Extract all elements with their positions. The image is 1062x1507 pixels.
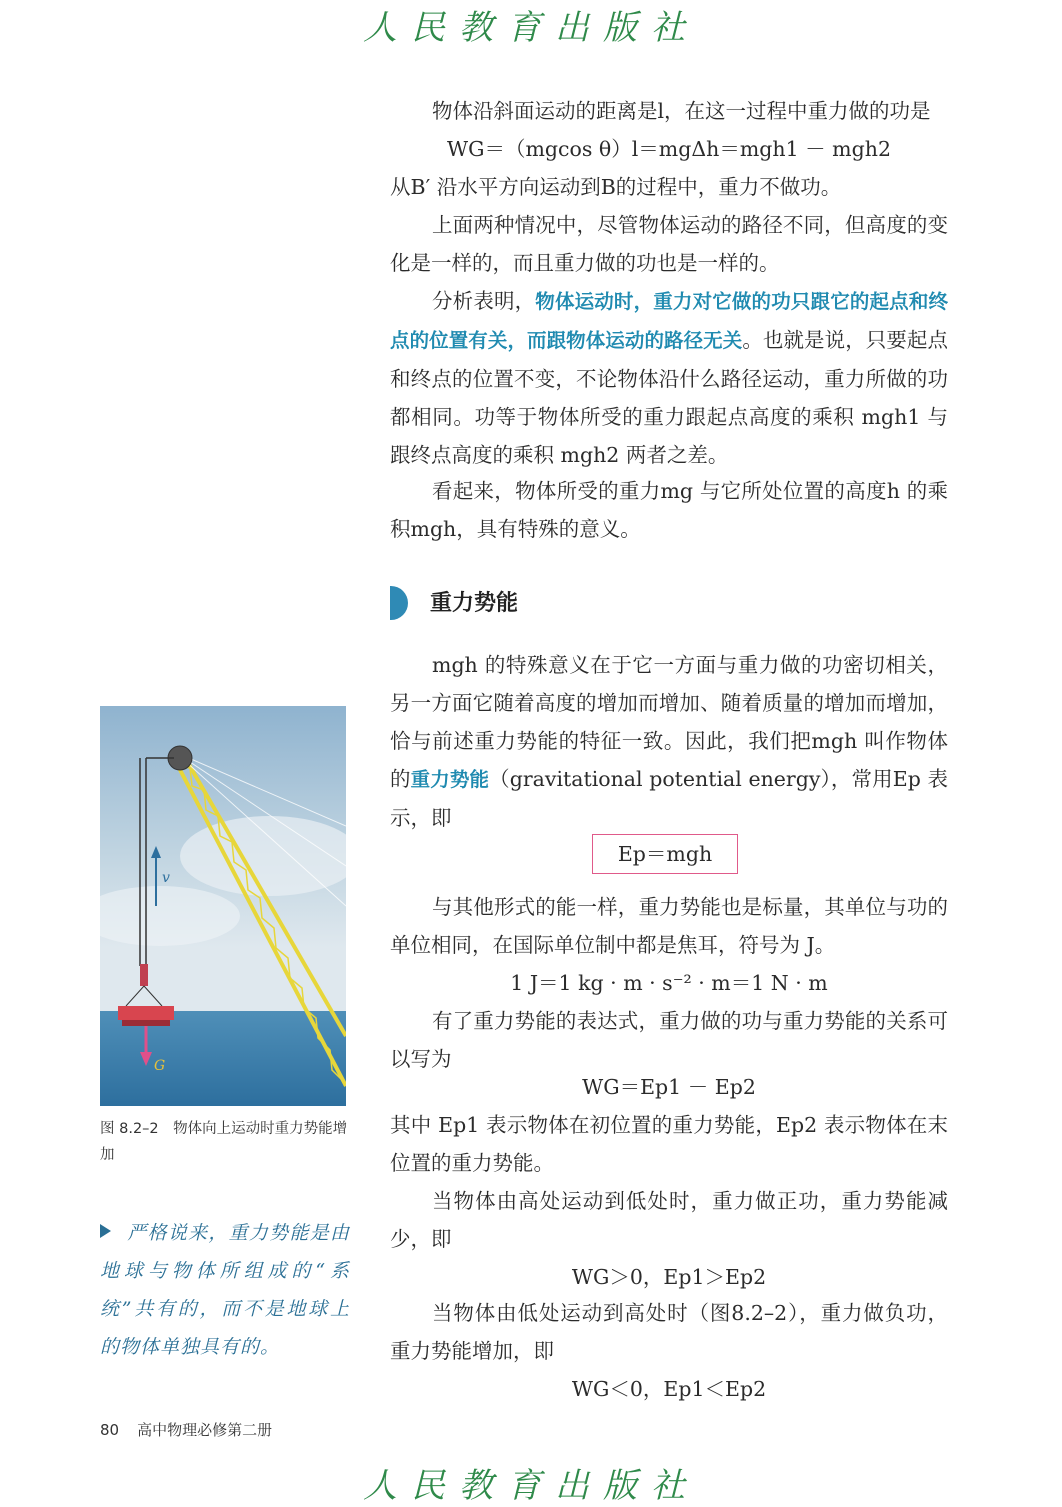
- key-conclusion-highlight: 物体运动时，重力对它做的功只跟它的起点和终点的位置有关，而跟物体运动的路径无关: [390, 290, 948, 352]
- paragraph-10: 当物体由高处运动到低处时，重力做正功，重力势能减少，即: [390, 1189, 948, 1251]
- publisher-footer: 人民教育出版社: [363, 1466, 699, 1506]
- velocity-label: v: [162, 870, 170, 886]
- paragraph-9: 其中 Ep1 表示物体在初位置的重力势能，Ep2 表示物体在末位置的重力势能。: [390, 1113, 948, 1175]
- boxed-formula: Ep＝mgh: [592, 834, 738, 874]
- paragraph-8: 有了重力势能的表达式，重力做的功与重力势能的关系可以写为: [390, 1009, 948, 1071]
- book-title: 高中物理必修第二册: [137, 1421, 273, 1439]
- crane-photo: [100, 706, 346, 1106]
- term-highlight: 重力势能: [410, 768, 490, 791]
- paragraph-5: 看起来，物体所受的重力mg 与它所处位置的高度h 的乘积mgh，具有特殊的意义。: [390, 479, 948, 541]
- paragraph-4-rest: 。也就是说，只要起点和终点的位置不变，不论物体沿什么路径运动，重力所做的功都相同。功等于物体所受的重力跟起点高度的乘积 mgh1 与跟终点高度的乘积 mgh2 两者之差。: [390, 328, 948, 467]
- section-marker-icon: [390, 586, 408, 620]
- paragraph-6: [390, 646, 948, 837]
- formula-joule: 1 J＝1 kg · m · s⁻² · m＝1 N · m: [510, 971, 828, 995]
- figure-caption: 图 8.2–2 物体向上运动时重力势能增加: [100, 1121, 348, 1163]
- note-triangle-icon: [100, 1224, 111, 1238]
- page-number: 80: [100, 1421, 120, 1439]
- page-footer: [100, 1416, 272, 1444]
- paragraph-11: 当物体由低处运动到高处时（图8.2–2），重力做负功，重力势能增加，即: [390, 1301, 948, 1363]
- publisher-header: 人民教育出版社: [363, 8, 699, 48]
- side-note: [100, 1214, 350, 1366]
- section-title: 重力势能: [430, 591, 519, 616]
- paragraph-2: 从B′ 沿水平方向运动到B的过程中，重力不做功。: [390, 175, 842, 199]
- paragraph-6-rest: （gravitational potential energy），常用Ep 表示，即: [390, 767, 949, 830]
- paragraph-6-lead: mgh 的特殊意义在于它一方面与重力做的功密切相关，另一方面它随着高度的增加而增加、随着质量的增加而增加，恰与前述重力势能的特征一致。因此，我们把mgh 叫作物体的: [390, 653, 948, 791]
- paragraph-1: 物体沿斜面运动的距离是l，在这一过程中重力做的功是: [432, 99, 931, 123]
- formula-work-slope: WG＝（mgcos θ）l＝mgΔh＝mgh1 － mgh2: [447, 137, 891, 161]
- crane-illustration-icon: [100, 706, 346, 1106]
- paragraph-4-lead: 分析表明，: [432, 289, 536, 313]
- paragraph-4: [390, 282, 948, 474]
- formula-positive-work: WG＞0，Ep1＞Ep2: [571, 1265, 767, 1289]
- paragraph-3: 上面两种情况中，尽管物体运动的路径不同，但高度的变化是一样的，而且重力做的功也是一样的。: [390, 213, 948, 275]
- side-note-text: 严格说来，重力势能是由地球与物体所组成的“系统”共有的，而不是地球上的物体单独具有的。: [100, 1222, 350, 1358]
- paragraph-7: 与其他形式的能一样，重力势能也是标量，其单位与功的单位相同，在国际单位制中都是焦耳，符号为 J。: [390, 895, 948, 957]
- formula-work-energy: WG＝Ep1 － Ep2: [582, 1075, 756, 1099]
- gravity-label: G: [154, 1058, 166, 1074]
- formula-negative-work: WG＜0，Ep1＜Ep2: [571, 1377, 767, 1401]
